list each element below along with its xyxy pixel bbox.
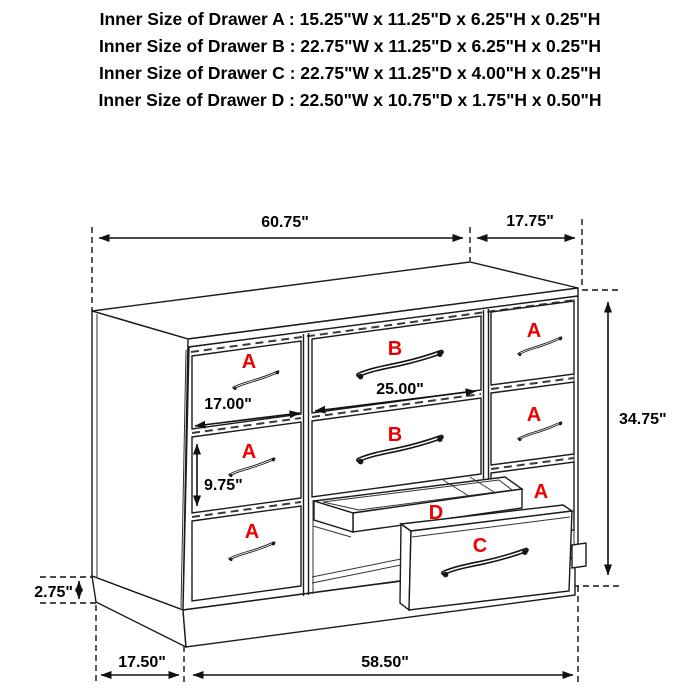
dim-overall-height-label: 34.75" bbox=[619, 411, 667, 428]
dim-overall-height bbox=[608, 302, 667, 575]
right-base-foot bbox=[572, 543, 586, 568]
header-line-drawer-d: Inner Size of Drawer D : 22.50"W x 10.75"D x 1.75"H x 0.50"H bbox=[98, 90, 602, 110]
drawer-label-c: C bbox=[472, 535, 488, 557]
drawer-label-a-right-2: A bbox=[526, 404, 542, 426]
dim-left-drawer-width-label: 17.00" bbox=[204, 396, 252, 413]
dim-top-width-label: 60.75" bbox=[261, 214, 309, 231]
drawer-label-b-2: B bbox=[387, 424, 403, 446]
cabinet-left-side-panel bbox=[92, 311, 188, 610]
header-line-drawer-b: Inner Size of Drawer B : 22.75"W x 11.25"D x 6.25"H x 0.25"H bbox=[98, 36, 602, 56]
drawer-size-header bbox=[0, 6, 700, 114]
drawer-label-a-right-3: A bbox=[533, 481, 549, 503]
drawer-label-a-right-1: A bbox=[526, 320, 542, 342]
dim-base-depth bbox=[101, 654, 179, 675]
drawer-label-b-1: B bbox=[387, 338, 403, 360]
dim-base-depth-label: 17.50" bbox=[118, 654, 166, 671]
drawer-label-a-left-3: A bbox=[244, 521, 260, 543]
dim-base-width bbox=[193, 654, 573, 675]
drawer-label-a-left-1: A bbox=[241, 351, 257, 373]
dim-base-height-label: 2.75" bbox=[34, 584, 73, 601]
dim-left-drawer-height-label: 9.75" bbox=[204, 477, 243, 494]
drawer-label-d: D bbox=[428, 502, 444, 524]
header-line-drawer-a: Inner Size of Drawer A : 15.25"W x 11.25"D x 6.25"H x 0.25"H bbox=[99, 9, 601, 29]
drawer-label-a-left-2: A bbox=[241, 441, 257, 463]
dim-middle-drawer-width-label: 25.00" bbox=[376, 381, 424, 398]
dim-top-width bbox=[99, 214, 463, 238]
drawer-front-a-right-1 bbox=[491, 301, 574, 385]
dim-top-depth-label: 17.75" bbox=[506, 213, 554, 230]
dim-base-width-label: 58.50" bbox=[361, 654, 409, 671]
dim-base-height bbox=[34, 581, 79, 601]
drawer-c bbox=[400, 505, 572, 610]
dim-top-depth bbox=[477, 213, 575, 238]
header-line-drawer-c: Inner Size of Drawer C : 22.75"W x 11.25"D x 4.00"H x 0.25"H bbox=[98, 63, 602, 83]
